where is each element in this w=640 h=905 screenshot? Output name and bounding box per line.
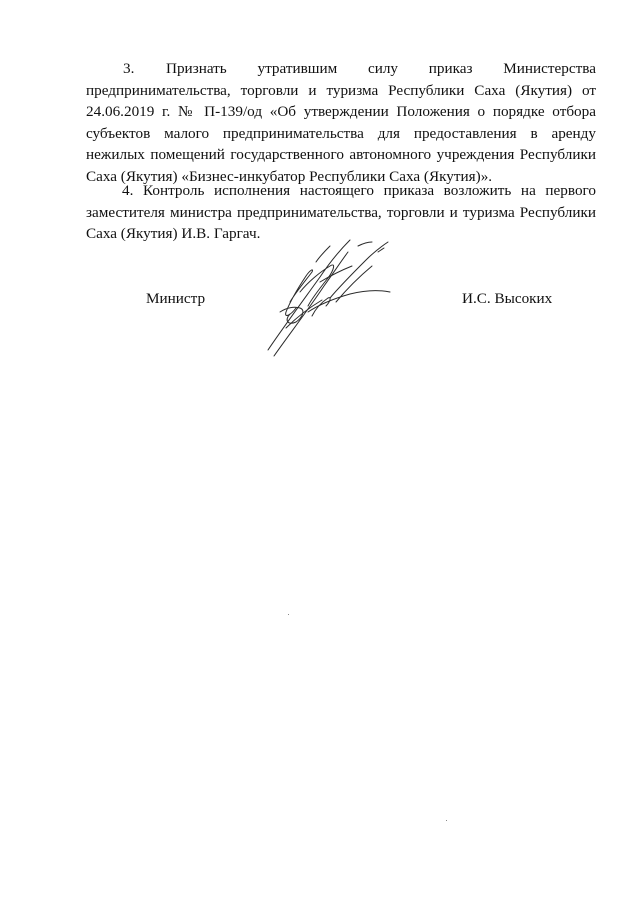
signatory-name: И.С. Высоких — [462, 290, 553, 307]
paragraph-3 — [86, 58, 596, 188]
paragraph-3-text: Признать утратившим силу приказ Министерства предпринимательства, торговли и туризма Республики Саха (Якутия) от 24.06.2019 г. № П-139/од «Об утверждении Положения о порядке отбора субъектов малого предпринимательства для предоставления в аренду нежилых помещений государственного автономного учреждения Республики Саха (Якутия) «Бизнес-инкубатор Республики Саха (Якутия)». — [86, 60, 596, 185]
scan-speck — [446, 820, 447, 821]
paragraph-3-number: 3. — [123, 60, 135, 77]
handwritten-signature — [250, 232, 410, 367]
signatory-title: Министр — [146, 290, 206, 307]
scan-speck — [288, 614, 289, 615]
paragraph-4: 4. Контроль исполнения настоящего приказа возложить на первого заместителя министра предпринимательства, торговли и туризма Республики Саха (Якутия) И.В. Гаргач. — [86, 182, 596, 243]
